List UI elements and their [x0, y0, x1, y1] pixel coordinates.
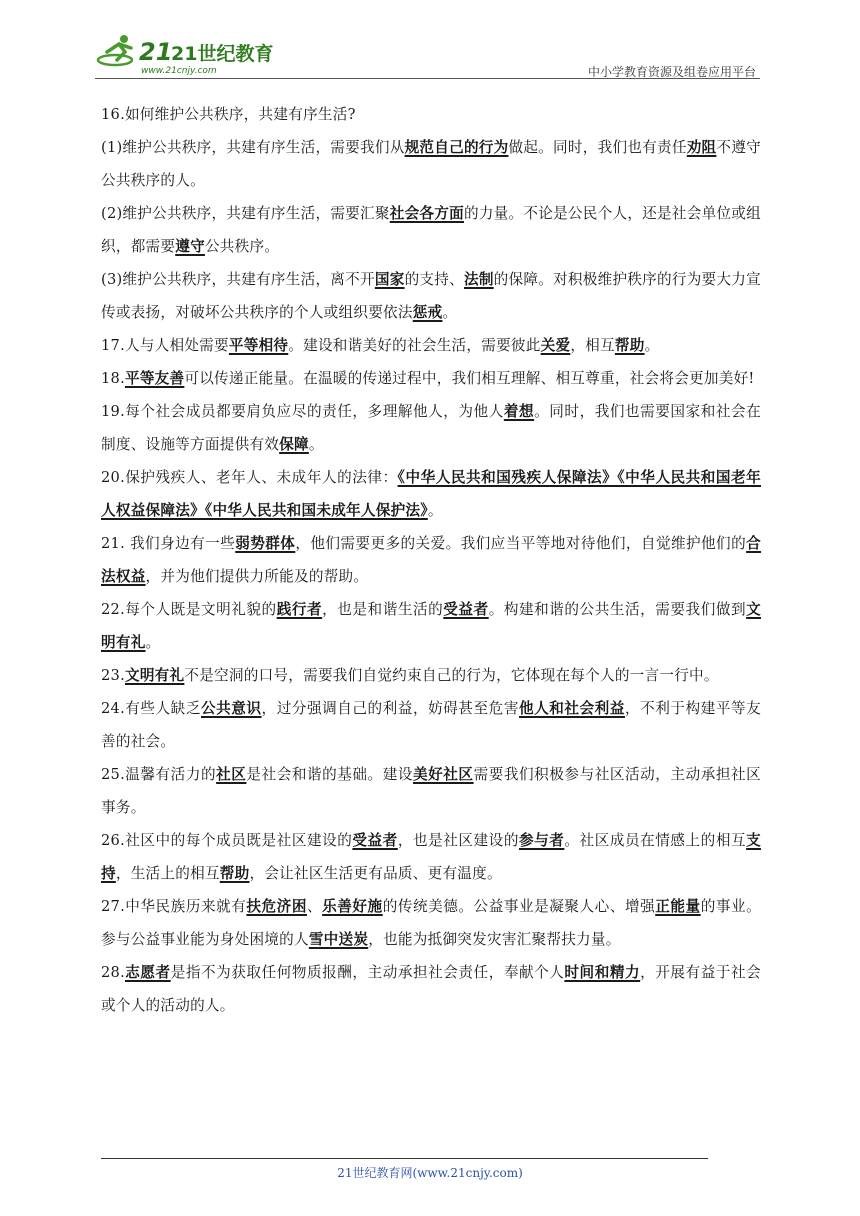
key-term: 志愿者 — [124, 964, 171, 981]
text-run: 。 — [308, 436, 324, 453]
text-run: 16.如何维护公共秩序，共建有序生活? — [101, 106, 356, 123]
key-term: 支持 — [101, 832, 761, 882]
text-run: ，会让社区生活更有品质、更有温度。 — [249, 865, 502, 882]
paragraph — [101, 890, 761, 956]
page-header — [95, 30, 760, 78]
site-logo — [95, 30, 295, 78]
header-divider — [95, 78, 760, 79]
text-run: 。 — [427, 502, 443, 519]
key-term: 乐善好施 — [322, 898, 383, 915]
paragraph — [101, 131, 761, 197]
text-run: (1)维护公共秩序，共建有序生活，需要我们从 — [101, 139, 405, 156]
text-run: 。 — [644, 337, 660, 354]
key-term: 参与者 — [518, 832, 565, 849]
text-run: (3)维护公共秩序，共建有序生活，离不开 — [101, 271, 375, 288]
paragraph — [101, 824, 761, 890]
key-term: 保障 — [279, 436, 309, 453]
text-run: 。社区成员在情感上的相互 — [564, 832, 747, 849]
paragraph — [101, 98, 761, 131]
text-run: 的保障。对积极维护秩序的行为要大力宣传或表扬，对破坏公共秩序的个人或组织要依法 — [101, 271, 761, 321]
text-run: ，也是社区建设的 — [397, 832, 519, 849]
text-run: 的传统美德。公益事业是凝聚人心、增强 — [382, 898, 656, 915]
paragraph — [101, 263, 761, 329]
key-term: 法制 — [463, 271, 494, 288]
text-run: 24.有些人缺乏 — [101, 700, 201, 717]
text-run: (2)维护公共秩序，共建有序生活，需要汇聚 — [101, 205, 390, 222]
text-run: ，也能为抵御突发灾害汇聚帮扶力量。 — [368, 931, 621, 948]
paragraph — [101, 461, 761, 527]
text-run: 20.保护残疾人、老年人、未成年人的法律： — [101, 469, 398, 486]
svg-text:21世纪教育: 21世纪教育 — [171, 43, 274, 65]
text-run: 27.中华民族历来就有 — [101, 898, 247, 915]
key-term: 文明有礼 — [124, 667, 185, 684]
key-term: 正能量 — [655, 898, 701, 915]
key-term: 劝阻 — [686, 139, 717, 156]
key-term: 扶危济困 — [246, 898, 307, 915]
svg-text:21: 21 — [139, 38, 173, 66]
key-term: 践行者 — [276, 601, 323, 618]
key-term: 社区 — [216, 766, 247, 783]
text-run: 公共秩序。 — [204, 238, 280, 255]
key-term: 国家 — [374, 271, 405, 288]
key-term: 平等相待 — [228, 337, 289, 354]
text-run: 17.人与人相处需要 — [101, 337, 229, 354]
text-run: 26.社区中的每个成员既是社区建设的 — [101, 832, 353, 849]
key-term: 《中华人民共和国残疾人保障法》《中华人民共和国老年人权益保障法》《中华人民共和国未成年人保护法》 — [101, 469, 761, 519]
text-run: 28. — [101, 964, 125, 981]
key-term: 帮助 — [614, 337, 645, 354]
key-term: 弱势群体 — [235, 535, 296, 552]
key-term: 文明有礼 — [101, 601, 761, 651]
text-run: 。建设和谐美好的社会生活，需要彼此 — [288, 337, 541, 354]
key-term: 雪中送炭 — [308, 931, 369, 948]
text-run: 25.温馨有活力的 — [101, 766, 217, 783]
platform-title: 中小学教育资源及组卷应用平台 — [587, 65, 756, 79]
text-run: 。 — [442, 304, 458, 321]
key-term: 社会各方面 — [389, 205, 464, 222]
paragraph — [101, 692, 761, 758]
text-run: 的力量。不论是公民个人，还是社会单位或组织，都需要 — [101, 205, 761, 255]
key-term: 着想 — [503, 403, 535, 420]
text-run: 做起。同时，我们也有责任 — [508, 139, 687, 156]
key-term: 关爱 — [540, 337, 571, 354]
text-run: ，也是和谐生活的 — [322, 601, 444, 618]
key-term: 受益者 — [352, 832, 398, 849]
text-run: 不遵守公共秩序的人。 — [101, 139, 761, 189]
text-run: 22.每个人既是文明礼貌的 — [101, 601, 277, 618]
paragraph — [101, 329, 761, 362]
text-run: 的支持、 — [404, 271, 464, 288]
key-term: 合法权益 — [101, 535, 761, 585]
text-run: 是社会和谐的基础。建设 — [246, 766, 413, 783]
svg-text:www.21cnjy.com: www.21cnjy.com — [141, 66, 217, 76]
paragraph — [101, 659, 761, 692]
text-run: ，过分强调自己的利益，妨碍甚至危害 — [261, 700, 519, 717]
text-run: ，开展有益于社会或个人的活动的人。 — [101, 964, 761, 1014]
text-run: 的事业。参与公益事业能为身处困境的人 — [101, 898, 761, 948]
paragraph — [101, 395, 761, 461]
text-run: 可以传递正能量。在温暖的传递过程中，我们相互理解、相互尊重，社会将会更加美好! — [184, 370, 755, 387]
key-term: 美好社区 — [413, 766, 474, 783]
key-term: 遵守 — [175, 238, 205, 255]
text-run: 18. — [101, 370, 125, 387]
footer-divider — [101, 1158, 708, 1159]
key-term: 规范自己的行为 — [404, 139, 509, 156]
text-run: ，相互 — [570, 337, 615, 354]
text-run: ，不利于构建平等友善的社会。 — [101, 700, 761, 750]
key-term: 帮助 — [219, 865, 250, 882]
key-term: 惩戒 — [412, 304, 443, 321]
text-run: 不是空洞的口号，需要我们自觉约束自己的行为，它体现在每个人的一言一行中。 — [184, 667, 719, 684]
footer-text: 21世纪教育网(www.21cnjy.com) — [337, 1166, 523, 1180]
key-term: 平等友善 — [124, 370, 185, 387]
key-term: 他人和社会利益 — [518, 700, 625, 717]
text-run: 是指不为获取任何物质报酬，主动承担社会责任，奉献个人 — [170, 964, 565, 981]
text-run: 。 — [145, 634, 161, 651]
text-run: 23. — [101, 667, 125, 684]
text-run: ，生活上的相互 — [115, 865, 220, 882]
key-term: 公共意识 — [200, 700, 262, 717]
paragraph — [101, 593, 761, 659]
text-run: 19.每个社会成员都要肩负应尽的责任，多理解他人，为他人 — [101, 403, 504, 420]
paragraph — [101, 197, 761, 263]
paragraph — [101, 527, 761, 593]
text-run: 。同时，我们也需要国家和社会在制度、设施等方面提供有效 — [101, 403, 761, 453]
key-term: 受益者 — [443, 601, 489, 618]
text-run: ，并为他们提供力所能及的帮助。 — [145, 568, 369, 585]
text-run: ，他们需要更多的关爱。我们应当平等地对待他们，自觉维护他们的 — [295, 535, 747, 552]
paragraph — [101, 362, 761, 395]
paragraph — [101, 758, 761, 824]
text-run: 21. 我们身边有一些 — [101, 535, 236, 552]
text-run: 。构建和谐的公共生活，需要我们做到 — [488, 601, 747, 618]
key-term: 时间和精力 — [564, 964, 641, 981]
document-body — [101, 98, 761, 1022]
paragraph — [101, 956, 761, 1022]
text-run: 需要我们积极参与社区活动，主动承担社区事务。 — [101, 766, 761, 816]
text-run: 、 — [306, 898, 323, 915]
